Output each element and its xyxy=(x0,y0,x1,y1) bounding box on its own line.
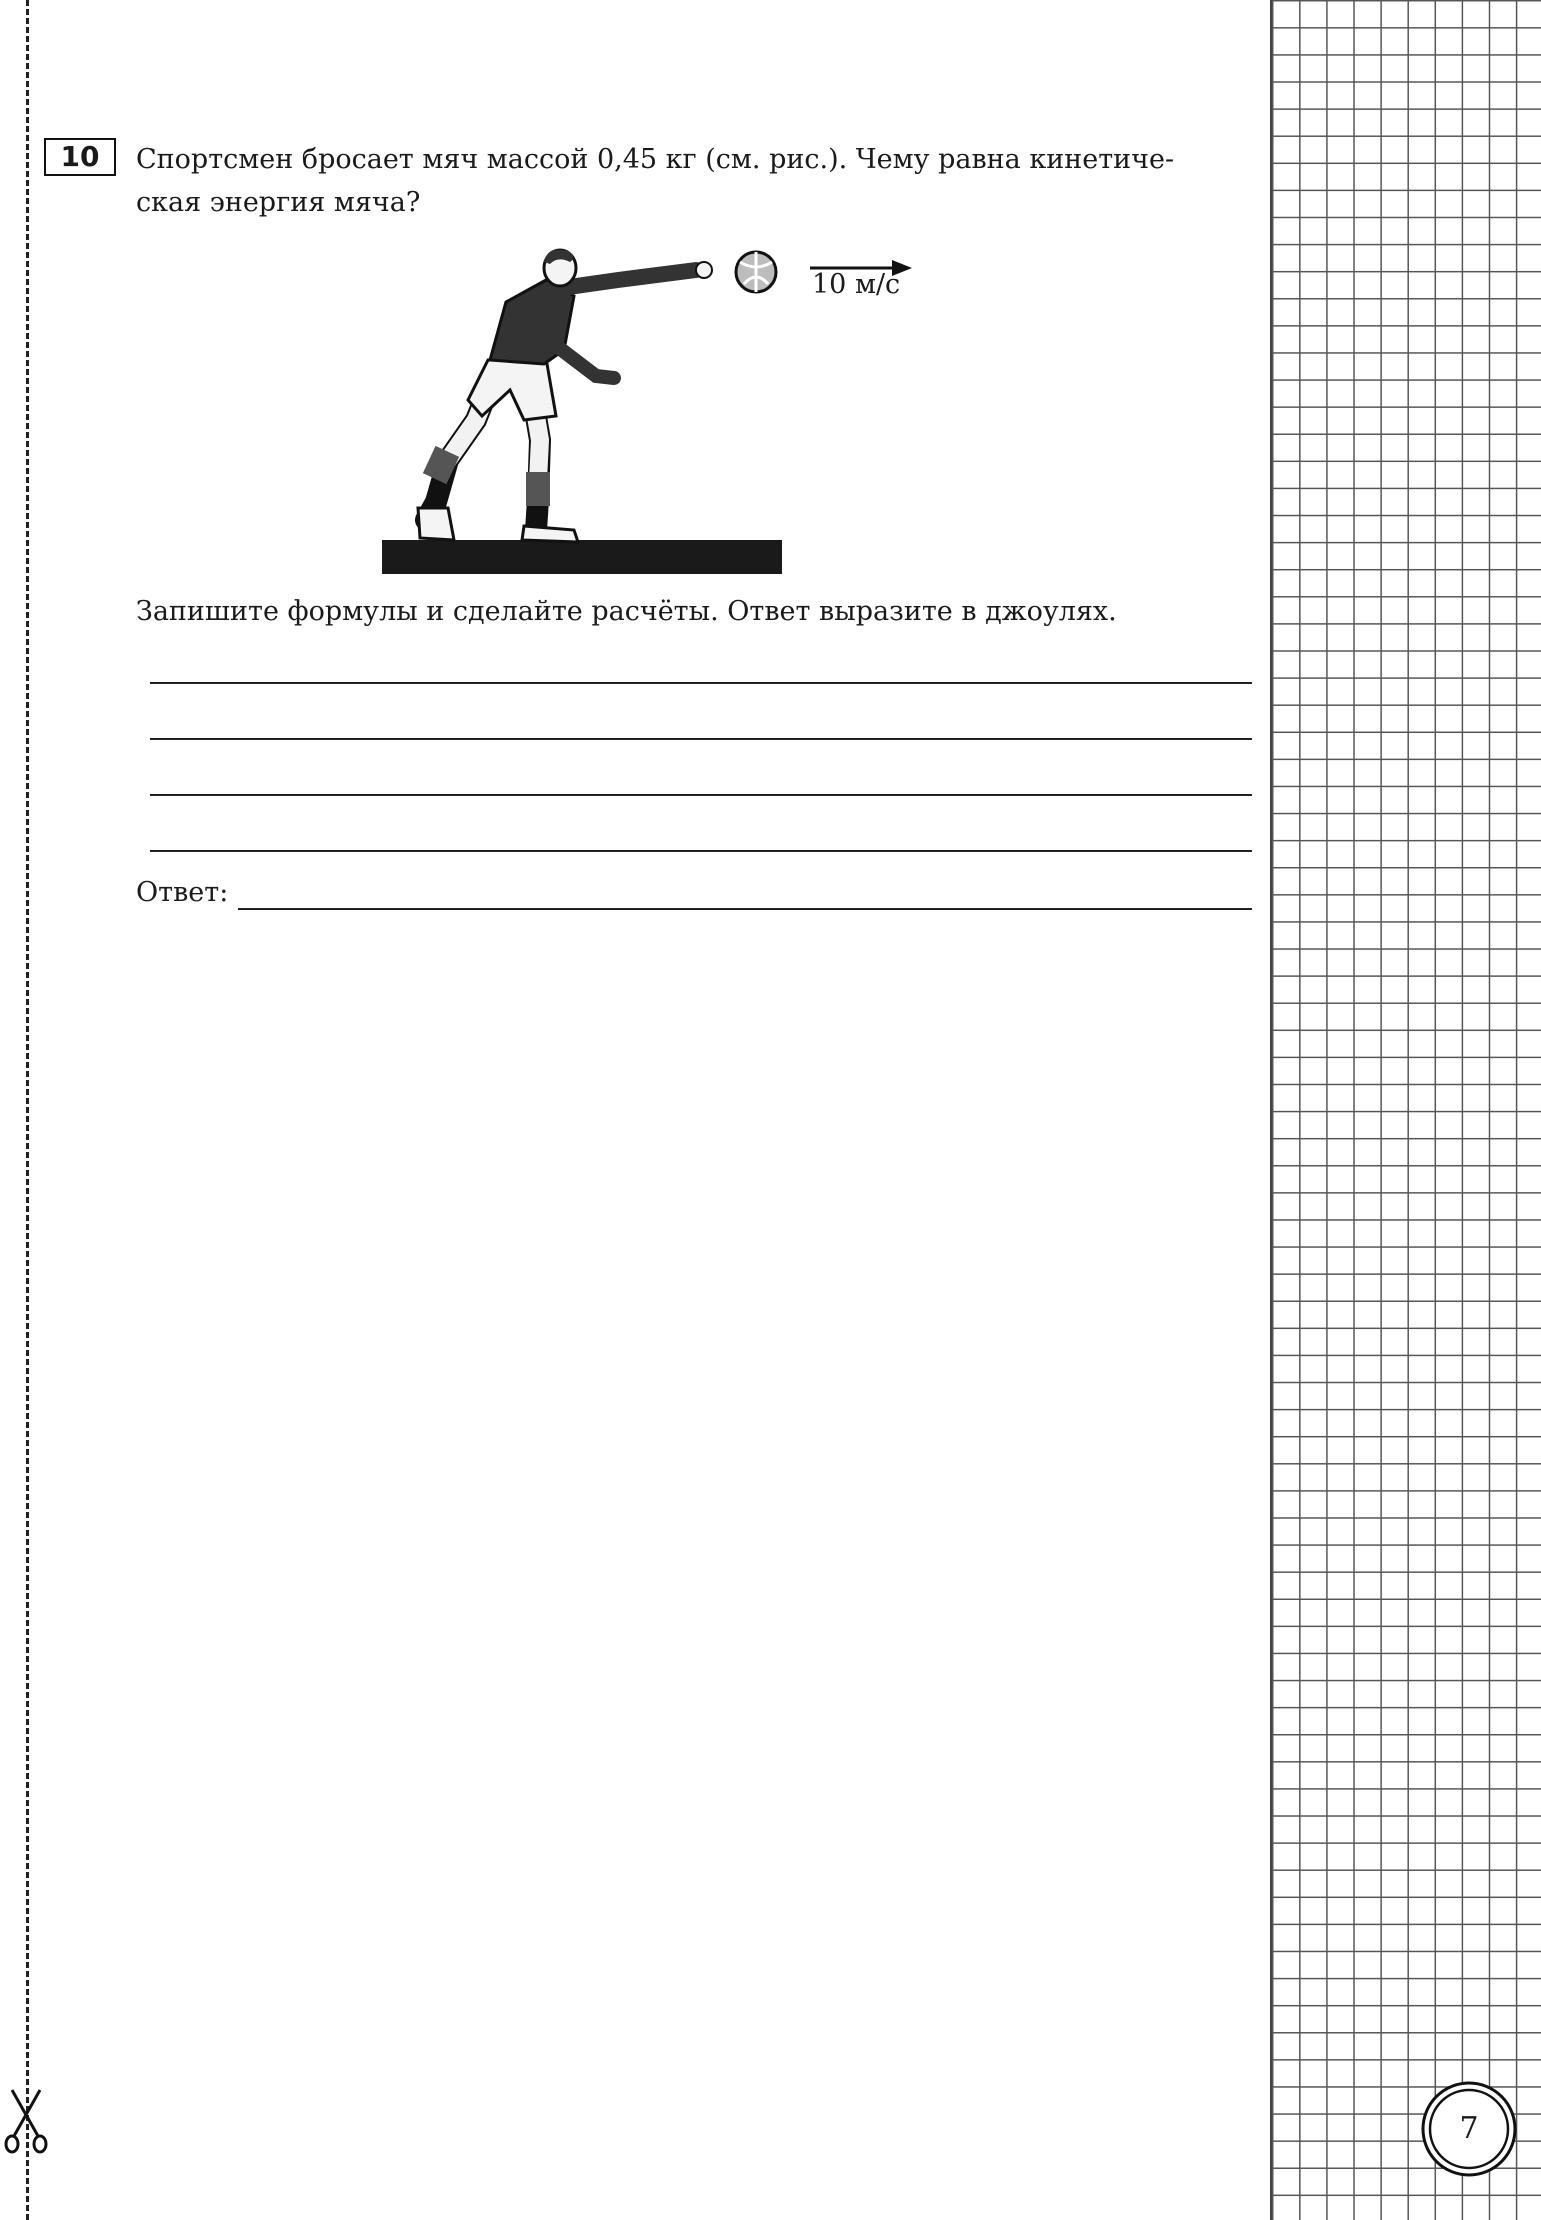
answer-writing-line[interactable] xyxy=(150,738,1252,740)
ball-icon xyxy=(736,252,776,292)
velocity-label: 10 м/с xyxy=(812,269,901,300)
ground-platform xyxy=(382,540,782,574)
question-text-line2: ская энергия мяча? xyxy=(136,187,421,218)
answer-writing-line[interactable] xyxy=(150,682,1252,684)
page-number-badge xyxy=(1420,2080,1518,2178)
athlete-shorts xyxy=(468,358,556,420)
page-number: 7 xyxy=(1459,2111,1479,2146)
answer-writing-line[interactable] xyxy=(150,794,1252,796)
answer-label: Ответ: xyxy=(136,877,229,908)
scissors-icon xyxy=(4,2086,48,2156)
draft-grid xyxy=(1270,0,1541,2220)
question-number: 10 xyxy=(44,138,116,176)
answer-field[interactable] xyxy=(238,908,1252,910)
answer-writing-line[interactable] xyxy=(150,850,1252,852)
instruction-text: Запишите формулы и сделайте расчёты. Ответ выразите в джоулях. xyxy=(136,596,1117,627)
question-text-line1: Спортсмен бросает мяч массой 0,45 кг (см. рис.). Чему равна кинетиче- xyxy=(136,144,1175,175)
cut-line xyxy=(26,0,29,2220)
question-text xyxy=(136,138,1254,224)
